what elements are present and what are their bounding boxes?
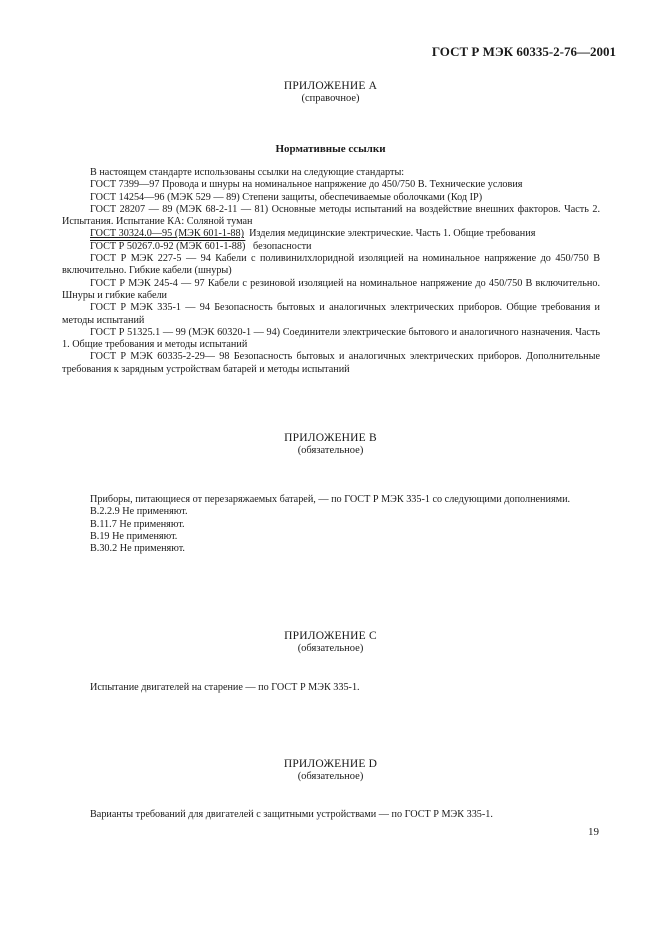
annex-c-body [62, 682, 600, 694]
annex-c-status: (обязательное) [297, 643, 364, 654]
page-number: 19 [588, 826, 599, 838]
annex-b-intro: Приборы, питающиеся от перезаряжаемых батарей, — по ГОСТ Р МЭК 335-1 со следующими дополнениями. [90, 494, 571, 505]
annex-d-title: ПРИЛОЖЕНИЕ D [283, 758, 378, 770]
annex-b-title: ПРИЛОЖЕНИЕ В [284, 432, 377, 444]
annex-a-intro: В настоящем стандарте использованы ссылки на следующие стандарты: [90, 167, 405, 178]
reference-item: ГОСТ 28207 — 89 (МЭК 68-2-11 — 81) Основные методы испытаний на воздействие внешних факторов. Часть 2. Испытания. Испытание КА: Соляной туман [62, 203, 600, 228]
annex-b-status: (обязательное) [297, 445, 364, 456]
reference-item: ГОСТ Р МЭК 335-1 — 94 Безопасность бытовых и аналогичных электрических приборов. Общие требования и методы испытаний [62, 302, 600, 326]
annex-d-status: (обязательное) [297, 771, 364, 782]
annex-a-body [62, 167, 600, 376]
reference-pair-code-2: ГОСТ Р 50267.0-92 (МЭК 601-1-88) [90, 240, 246, 252]
reference-item: ГОСТ 14254—96 (МЭК 529 — 89) Степени защиты, обеспечиваемые оболочками (Код IP) [90, 191, 483, 203]
annex-c-text: Испытание двигателей на старение — по ГОСТ Р МЭК 335-1. [90, 682, 360, 693]
annex-d-body [62, 809, 600, 821]
annex-b-item: В.30.2 Не применяют. [90, 543, 185, 555]
annex-b-body [62, 494, 600, 555]
document-code-header: ГОСТ Р МЭК 60335-2-76—2001 [431, 44, 616, 59]
annex-b-item: В.19 Не применяют. [90, 530, 178, 542]
reference-item: ГОСТ 7399—97 Провода и шнуры на номинальное напряжение до 450/750 В. Технические условия [90, 179, 523, 191]
annex-a-title: ПРИЛОЖЕНИЕ А [283, 80, 378, 92]
annex-b-item: В.11.7 Не применяют. [90, 518, 185, 530]
reference-item: ГОСТ Р МЭК 227-5 — 94 Кабели с поливинилхлоридной изоляцией на номинальное напряжение до 450/750 В включительно. Гибкие кабели (шнуры) [62, 253, 600, 277]
reference-pair-line-2 [62, 241, 600, 253]
reference-pair-text-2: безопасности [253, 240, 312, 252]
reference-pair-text-1: Изделия медицинские электрические. Часть 1. Общие требования [249, 228, 536, 240]
annex-a-heading: Нормативные ссылки [275, 143, 386, 155]
reference-item: ГОСТ Р 51325.1 — 99 (МЭК 60320-1 — 94) Соединители электрические бытового и аналогичного назначения. Часть 1. Общие требования и методы испытаний [62, 326, 600, 351]
reference-pair-code-1: ГОСТ 30324.0—95 (МЭК 601-1-88) [90, 228, 244, 240]
reference-pair-line-1 [62, 228, 600, 240]
annex-b-item: В.2.2.9 Не применяют. [90, 506, 188, 518]
annex-d-text: Варианты требований для двигателей с защитными устройствами — по ГОСТ Р МЭК 335-1. [90, 809, 493, 820]
annex-a-status: (справочное) [301, 93, 360, 104]
reference-item: ГОСТ Р МЭК 60335-2-29— 98 Безопасность бытовых и аналогичных электрических приборов. Дополнительные требования к зарядным устройствам батарей и методы испытаний [62, 351, 600, 375]
reference-item: ГОСТ Р МЭК 245-4 — 97 Кабели с резиновой изоляцией на номинальное напряжение до 450/750 В включительно. Шнуры и гибкие кабели [62, 277, 600, 301]
annex-c-title: ПРИЛОЖЕНИЕ С [284, 630, 377, 642]
